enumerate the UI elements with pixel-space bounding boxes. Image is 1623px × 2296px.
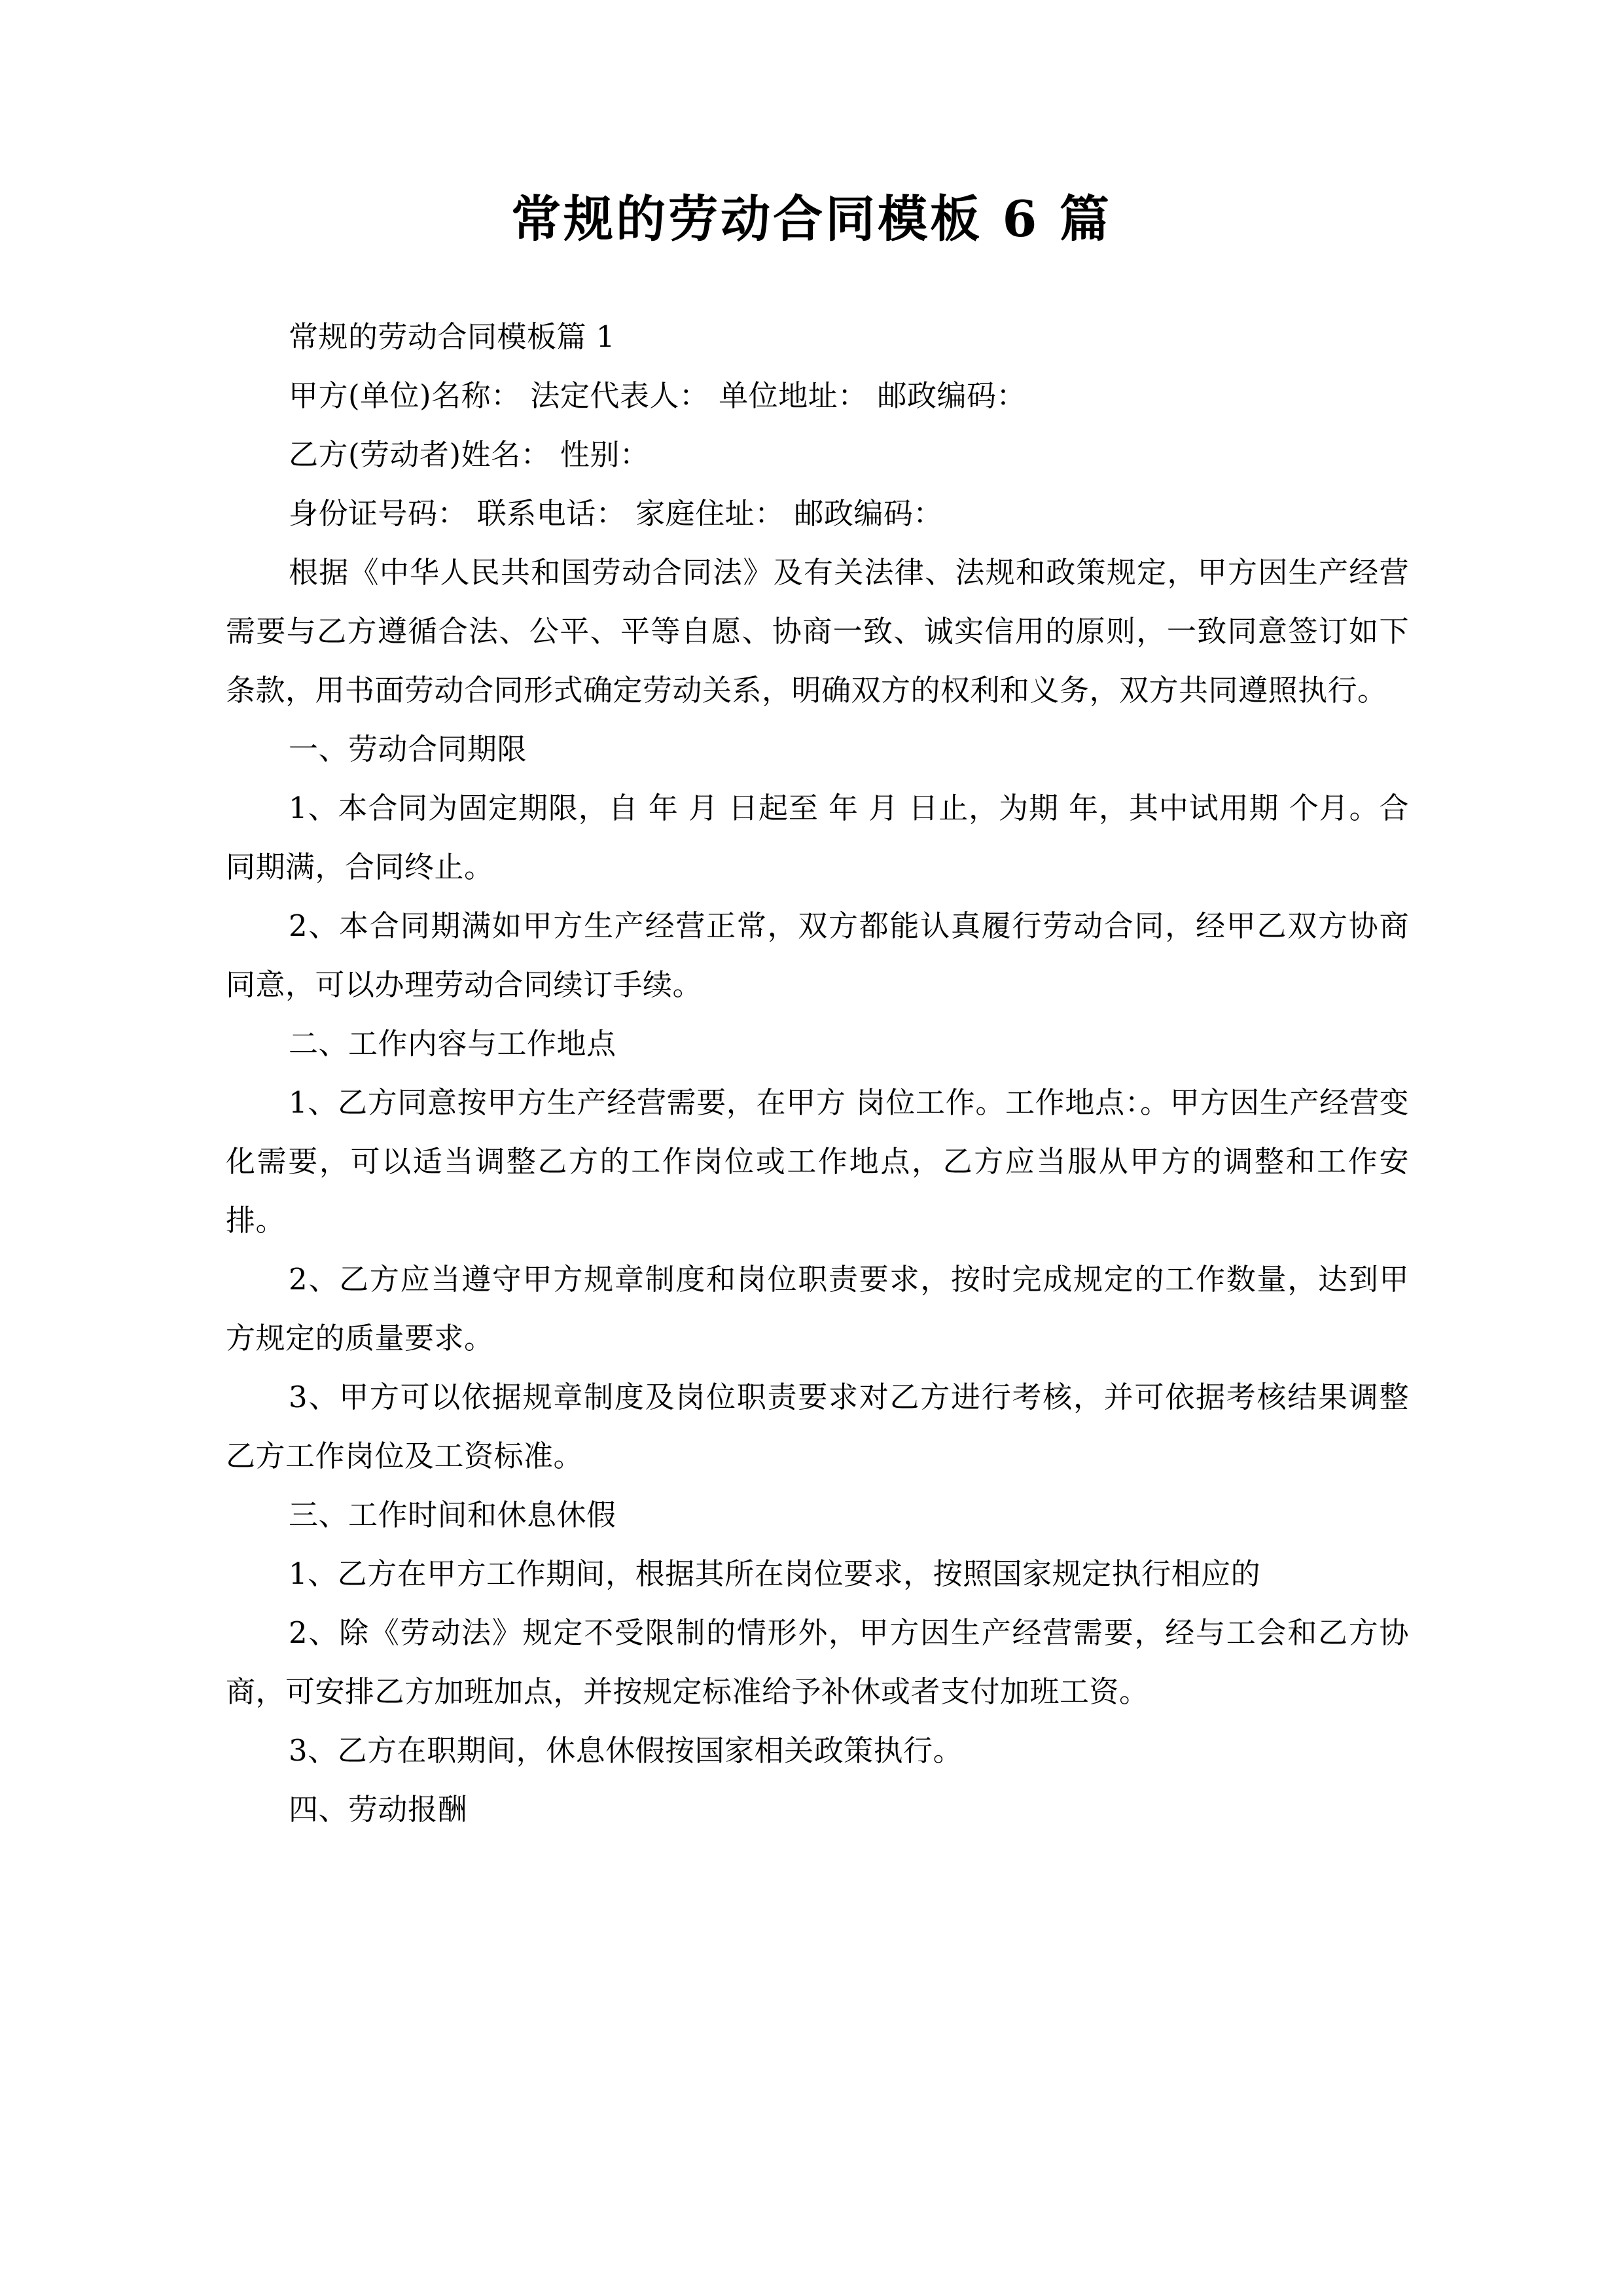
- paragraph-party-b-line: 乙方(劳动者)姓名： 性别：: [289, 437, 650, 472]
- clause-3-2: 2、除《劳动法》规定不受限制的情形外，甲方因生产经营需要，经与工会和乙方协商，可安排乙方加班加点，并按规定标准给予补休或者支付加班工资。: [226, 1615, 1409, 1709]
- clause-2-3: 3、甲方可以依据规章制度及岗位职责要求对乙方进行考核，并可依据考核结果调整乙方工作岗位及工资标准。: [226, 1380, 1409, 1473]
- clause-1-1: 1、本合同为固定期限，自 年 月 日起至 年 月 日止，为期 年，其中试用期 个月。合同期满，合同终止。: [226, 791, 1409, 884]
- document-body: [226, 308, 1409, 1839]
- heading-clause-4: 四、劳动报酬: [289, 1792, 468, 1827]
- heading-clause-2: 二、工作内容与工作地点: [289, 1026, 616, 1061]
- clause-3-1: 1、乙方在甲方工作期间，根据其所在岗位要求，按照国家规定执行相应的: [289, 1556, 1261, 1591]
- paragraph-party-a-line: 甲方(单位)名称： 法定代表人： 单位地址： 邮政编码：: [289, 378, 1027, 413]
- heading-clause-1: 一、劳动合同期限: [289, 732, 527, 766]
- clause-2-1: 1、乙方同意按甲方生产经营需要，在甲方 岗位工作。工作地点：。甲方因生产经营变化需要，可以适当调整乙方的工作岗位或工作地点，乙方应当服从甲方的调整和工作安排。: [226, 1085, 1409, 1238]
- paragraph-party-b-id-line: 身份证号码： 联系电话： 家庭住址： 邮政编码：: [289, 496, 943, 531]
- clause-3-3: 3、乙方在职期间，休息休假按国家相关政策执行。: [289, 1733, 963, 1768]
- paragraph-preamble: 根据《中华人民共和国劳动合同法》及有关法律、法规和政策规定，甲方因生产经营需要与乙方遵循合法、公平、平等自愿、协商一致、诚实信用的原则，一致同意签订如下条款，用书面劳动合同形式确定劳动关系，明确双方的权利和义务，双方共同遵照执行。: [226, 555, 1409, 708]
- page-title: 常规的劳动合同模板 6 篇: [511, 190, 1112, 248]
- clause-1-2: 2、本合同期满如甲方生产经营正常，双方都能认真履行劳动合同，经甲乙双方协商同意，可以办理劳动合同续订手续。: [226, 908, 1409, 1002]
- paragraph-section-label: 常规的劳动合同模板篇 1: [289, 319, 615, 354]
- heading-clause-3: 三、工作时间和休息休假: [289, 1498, 616, 1532]
- clause-2-2: 2、乙方应当遵守甲方规章制度和岗位职责要求，按时完成规定的工作数量，达到甲方规定的质量要求。: [226, 1262, 1409, 1355]
